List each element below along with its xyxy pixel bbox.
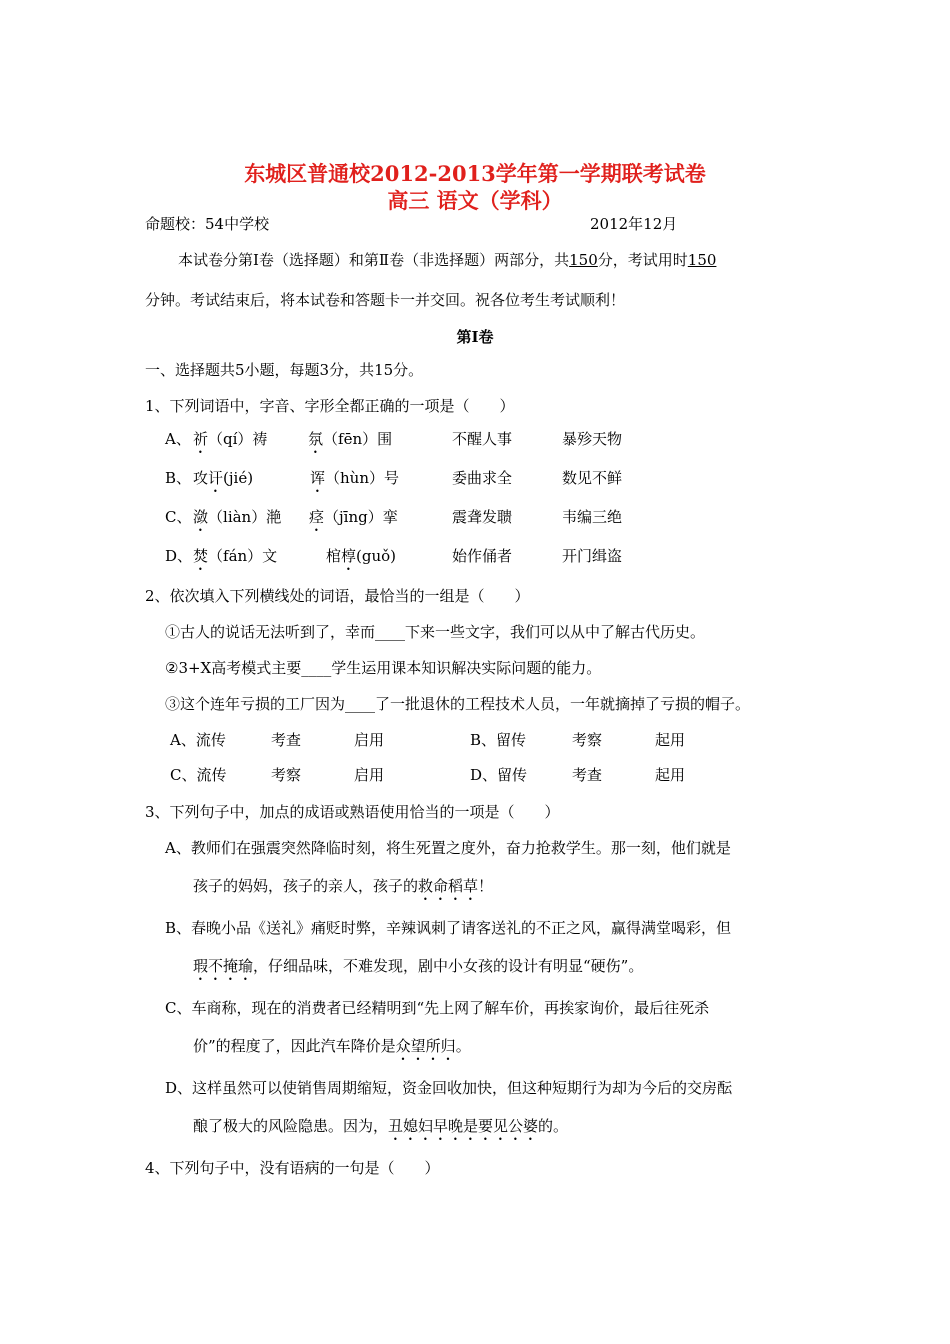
q3-option-d-line1: D、这样虽然可以使销售周期缩短，资金回收加快，但这种短期行为却为今后的交房酝 — [165, 1079, 733, 1097]
option-d-word: 起用 — [655, 766, 686, 784]
word-rest: （liàn）滟 — [208, 508, 282, 526]
q3-option-d-line2 — [193, 1116, 568, 1144]
question-2-stem: 2、依次填入下列横线处的词语，最恰当的一组是（ ） — [145, 587, 530, 605]
total-score: 150 — [569, 251, 598, 269]
sentence-text: 。 — [455, 1037, 471, 1055]
option-a-word: 启用 — [354, 731, 385, 749]
q3-option-b-line2 — [193, 956, 643, 984]
q3-option-c-line1: C、车商称，现在的消费者已经精明到“先上网了解车价，再挨家询价，最后往死杀 — [165, 999, 710, 1017]
sentence-text: 价”的程度了，因此汽车降价是 — [193, 1037, 396, 1055]
option-word: 始作俑者 — [452, 547, 513, 565]
sentence-text: 的。 — [538, 1117, 569, 1135]
dotted-char: 诨 — [310, 469, 326, 487]
word-rest: (jié) — [223, 469, 254, 487]
sentence-text: 下来一些文字，我们可以从中了解古代历史。 — [405, 623, 706, 641]
dotted-char: 潋 — [193, 508, 209, 526]
option-word — [193, 468, 253, 496]
option-word — [193, 546, 277, 574]
exam-title: 东城区普通校2012-2013学年第一学期联考试卷 — [244, 161, 706, 186]
option-word: 韦编三绝 — [562, 508, 623, 526]
exam-subtitle: 高三 语文（学科） — [387, 188, 563, 213]
option-word — [309, 507, 398, 535]
option-word — [308, 429, 392, 457]
option-word — [193, 429, 267, 457]
dotted-idiom: 丑媳妇早晚是要见公婆 — [388, 1117, 539, 1135]
word-rest: （fán）文 — [208, 547, 278, 565]
option-d: D、留传 — [470, 766, 528, 784]
option-label: C、 — [165, 508, 192, 526]
option-word: 委曲求全 — [452, 469, 513, 487]
word-rest: （fēn）围 — [323, 430, 393, 448]
word-rest: （qí）祷 — [208, 430, 268, 448]
q3-option-a-line1: A、教师们在强震突然降临时刻，将生死置之度外，奋力抢救学生。那一刻，他们就是 — [165, 839, 731, 857]
blank: ____ — [375, 623, 406, 641]
option-d-word: 考查 — [572, 766, 603, 784]
intro-paragraph-line1 — [178, 250, 716, 270]
option-b: B、留传 — [470, 731, 527, 749]
sentence-text: 酿了极大的风险隐患。因为， — [193, 1117, 389, 1135]
dotted-char: 氛 — [308, 430, 324, 448]
sentence-text: 孩子的妈妈，孩子的亲人，孩子的 — [193, 877, 419, 895]
option-label: A、 — [165, 430, 191, 448]
section-heading: 第Ⅰ卷 — [456, 328, 494, 346]
question-3-stem: 3、下列句子中，加点的成语或熟语使用恰当的一项是（ ） — [145, 803, 560, 821]
intro-text: 本试卷分第Ⅰ卷（选择题）和第Ⅱ卷（非选择题）两部分，共 — [178, 251, 570, 269]
word-rest: （jīng）挛 — [324, 508, 398, 526]
option-a: A、流传 — [170, 731, 226, 749]
dotted-char: 椁 — [341, 547, 357, 565]
option-word: 暴殄天物 — [562, 430, 623, 448]
option-word — [326, 546, 396, 574]
blank: ____ — [301, 659, 332, 677]
word-pre: 攻 — [193, 469, 209, 487]
dotted-char: 焚 — [193, 547, 209, 565]
dotted-char: 痉 — [309, 508, 325, 526]
word-rest: (guǒ) — [356, 547, 397, 565]
option-label: D、 — [165, 547, 193, 565]
dotted-idiom: 救命稻草 — [418, 877, 479, 895]
q2-sentence-2 — [165, 658, 601, 678]
question-4-stem: 4、下列句子中，没有语病的一句是（ ） — [145, 1159, 440, 1177]
word-rest: （hùn）号 — [325, 469, 399, 487]
question-1-stem: 1、下列词语中，字音、字形全都正确的一项是（ ） — [145, 397, 515, 415]
intro-text: 分，考试用时 — [597, 251, 688, 269]
sentence-text: 了一批退休的工程技术人员，一年就摘掉了亏损的帽子。 — [375, 695, 751, 713]
option-c-word: 考察 — [271, 766, 302, 784]
sentence-text: ，仔细品味，不难发现，剧中小女孩的设计有明显“硬伤”。 — [253, 957, 644, 975]
q3-option-c-line2 — [193, 1036, 471, 1064]
word-pre: 棺 — [326, 547, 342, 565]
option-word: 震聋发聩 — [452, 508, 513, 526]
q2-sentence-3 — [165, 694, 750, 714]
section-instruction: 一、选择题共5小题，每题3分，共15分。 — [145, 361, 424, 379]
dotted-char: 祈 — [193, 430, 209, 448]
intro-paragraph-line2: 分钟。考试结束后，将本试卷和答题卡一并交回。祝各位考生考试顺利！ — [145, 291, 626, 309]
option-word — [310, 468, 399, 496]
setter-school: 命题校：54中学校 — [145, 215, 270, 233]
option-word — [193, 507, 281, 535]
sentence-text: ①古人的说话无法听到了，幸而 — [165, 623, 376, 641]
exam-date: 2012年12月 — [590, 215, 678, 233]
sentence-text: ③这个连年亏损的工厂因为 — [165, 695, 346, 713]
exam-duration: 150 — [687, 251, 717, 269]
dotted-idiom: 瑕不掩瑜 — [193, 957, 254, 975]
option-c-word: 启用 — [354, 766, 385, 784]
option-a-word: 考查 — [271, 731, 302, 749]
dotted-idiom: 众望所归 — [395, 1037, 456, 1055]
sentence-text: 学生运用课本知识解决实际问题的能力。 — [331, 659, 602, 677]
q3-option-a-line2 — [193, 876, 493, 904]
option-word: 开门缉盗 — [562, 547, 623, 565]
dotted-char: 讦 — [208, 469, 224, 487]
option-label: B、 — [165, 469, 192, 487]
option-word: 不醒人事 — [452, 430, 513, 448]
q2-sentence-1 — [165, 622, 705, 642]
option-c: C、流传 — [170, 766, 227, 784]
sentence-text: ！ — [478, 877, 494, 895]
option-b-word: 考察 — [572, 731, 603, 749]
option-word: 数见不鲜 — [562, 469, 623, 487]
blank: ____ — [345, 695, 376, 713]
sentence-text: ②3+X高考模式主要 — [165, 659, 302, 677]
q3-option-b-line1: B、春晚小品《送礼》痛贬时弊，辛辣讽刺了请客送礼的不正之风，赢得满堂喝彩，但 — [165, 919, 732, 937]
option-b-word: 起用 — [655, 731, 686, 749]
